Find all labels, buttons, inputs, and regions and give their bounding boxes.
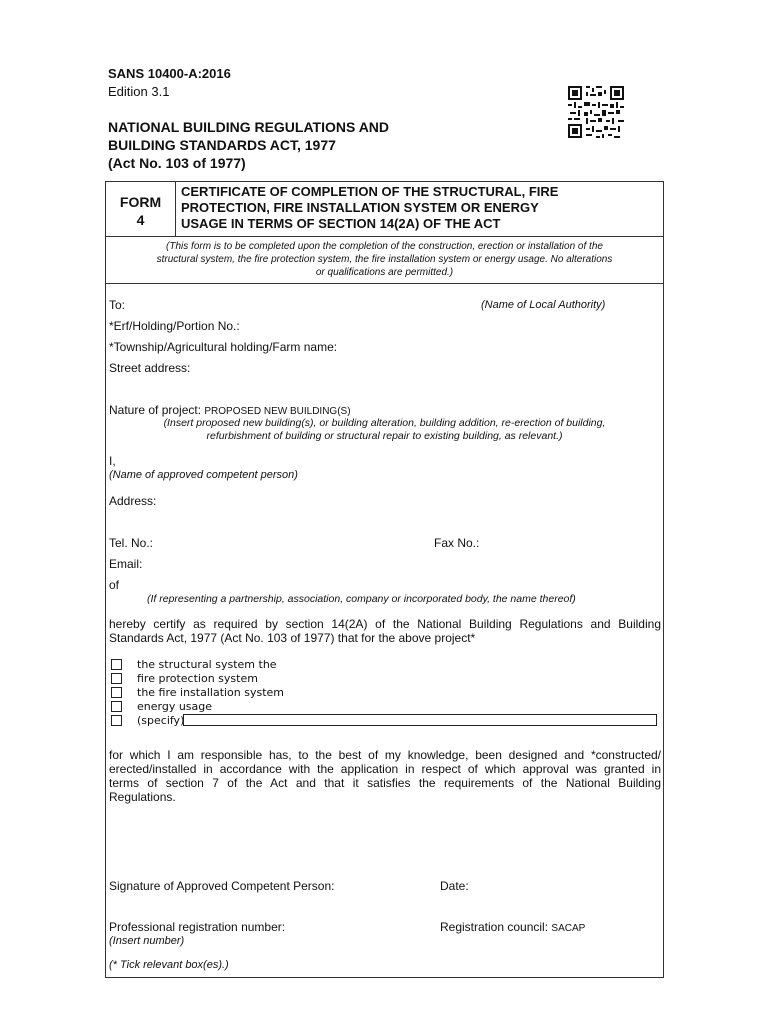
email-label: Email: xyxy=(109,557,143,571)
certificate-title xyxy=(181,184,558,232)
responsibility-line4: Regulations. xyxy=(109,790,176,804)
standard-code: SANS 10400-A:2016 xyxy=(108,66,231,81)
erf-label: *Erf/Holding/Portion No.: xyxy=(109,319,240,333)
form-instructions xyxy=(108,240,661,279)
nature-of-project-label: Nature of project: xyxy=(109,403,202,417)
certificate-title-line1: CERTIFICATE OF COMPLETION OF THE STRUCTURAL, FIRE xyxy=(181,184,559,199)
instructions-bottom-rule xyxy=(105,283,664,284)
act-title-line3: (Act No. 103 of 1977) xyxy=(108,155,246,171)
form-number: 4 xyxy=(136,212,145,228)
form-label xyxy=(106,193,175,229)
address-label: Address: xyxy=(109,494,157,508)
responsibility-line3: terms of section 7 of the Act and that it satisfies the requirements of the National Building xyxy=(109,776,661,790)
registration-council xyxy=(440,920,585,936)
checkbox-structural-system-label: the structural system the xyxy=(137,658,277,671)
act-title-line2: BUILDING STANDARDS ACT, 1977 xyxy=(108,137,336,153)
form-instructions-line2: structural system, the fire protection system, the fire installation system or energy usage. No alterations xyxy=(156,254,613,265)
checkbox-specify-label: (specify) xyxy=(137,714,185,727)
certify-statement xyxy=(109,617,661,645)
signature-label: Signature of Approved Competent Person: xyxy=(109,879,335,893)
form-instructions-line3: or qualifications are permitted.) xyxy=(315,267,454,278)
form-header-bottom-rule xyxy=(105,236,664,237)
specify-input[interactable] xyxy=(183,714,657,726)
nature-of-project-hint xyxy=(108,417,661,443)
checkbox-structural-system[interactable] xyxy=(111,659,122,670)
checkbox-specify[interactable] xyxy=(111,715,122,726)
registration-council-label: Registration council: xyxy=(440,920,549,934)
tel-label: Tel. No.: xyxy=(109,536,154,550)
qr-code-icon xyxy=(568,86,624,138)
registration-number-label: Professional registration number: xyxy=(109,920,286,934)
i-label: I, xyxy=(109,454,116,468)
tick-note: (* Tick relevant box(es).) xyxy=(109,959,229,971)
checkbox-energy-usage-label: energy usage xyxy=(137,700,213,713)
of-label: of xyxy=(109,578,120,592)
registration-number-hint: (Insert number) xyxy=(109,935,185,947)
township-label: *Township/Agricultural holding/Farm name: xyxy=(109,340,338,354)
checkbox-fire-installation[interactable] xyxy=(111,687,122,698)
responsibility-statement xyxy=(109,748,661,804)
nature-hint-line1: (Insert proposed new building(s), or building alteration, building addition, re-erection of building, xyxy=(163,417,606,429)
registration-council-value[interactable]: SACAP xyxy=(551,923,586,934)
responsibility-line2: erected/installed in accordance with the application in respect of which approval was granted in xyxy=(109,762,661,776)
checkbox-fire-protection-label: fire protection system xyxy=(137,672,258,685)
checkbox-fire-protection[interactable] xyxy=(111,673,122,684)
form-header-divider xyxy=(175,181,176,237)
certificate-title-line3: USAGE IN TERMS OF SECTION 14(2A) OF THE ACT xyxy=(181,216,501,231)
nature-of-project-value[interactable]: PROPOSED NEW BUILDING(S) xyxy=(204,406,351,417)
act-title-line1: NATIONAL BUILDING REGULATIONS AND xyxy=(108,119,390,135)
certify-line2: Standards Act, 1977 (Act No. 103 of 1977) that for the above project* xyxy=(109,631,476,645)
to-label: To: xyxy=(109,298,126,312)
certify-line1: hereby certify as required by section 14(2A) of the National Building Regulations and Building xyxy=(109,617,661,631)
nature-hint-line2: refurbishment of building or structural repair to existing building, as relevant.) xyxy=(206,430,563,442)
form-label-word: FORM xyxy=(119,194,162,210)
checkbox-fire-installation-label: the fire installation system xyxy=(137,686,285,699)
local-authority-hint: (Name of Local Authority) xyxy=(481,299,606,311)
fax-label: Fax No.: xyxy=(434,536,480,550)
partnership-hint: (If representing a partnership, association, company or incorporated body, the name thereof) xyxy=(147,593,576,605)
edition-label: Edition 3.1 xyxy=(108,84,170,99)
date-label: Date: xyxy=(440,879,469,893)
street-address-label: Street address: xyxy=(109,361,191,375)
form-instructions-line1: (This form is to be completed upon the completion of the construction, erection or installation of the xyxy=(166,241,603,252)
competent-person-hint: (Name of approved competent person) xyxy=(109,469,298,481)
certificate-title-line2: PROTECTION, FIRE INSTALLATION SYSTEM OR ENERGY xyxy=(181,200,539,215)
responsibility-line1: for which I am responsible has, to the best of my knowledge, been designed and *constructed/ xyxy=(109,748,661,762)
checkbox-energy-usage[interactable] xyxy=(111,701,122,712)
